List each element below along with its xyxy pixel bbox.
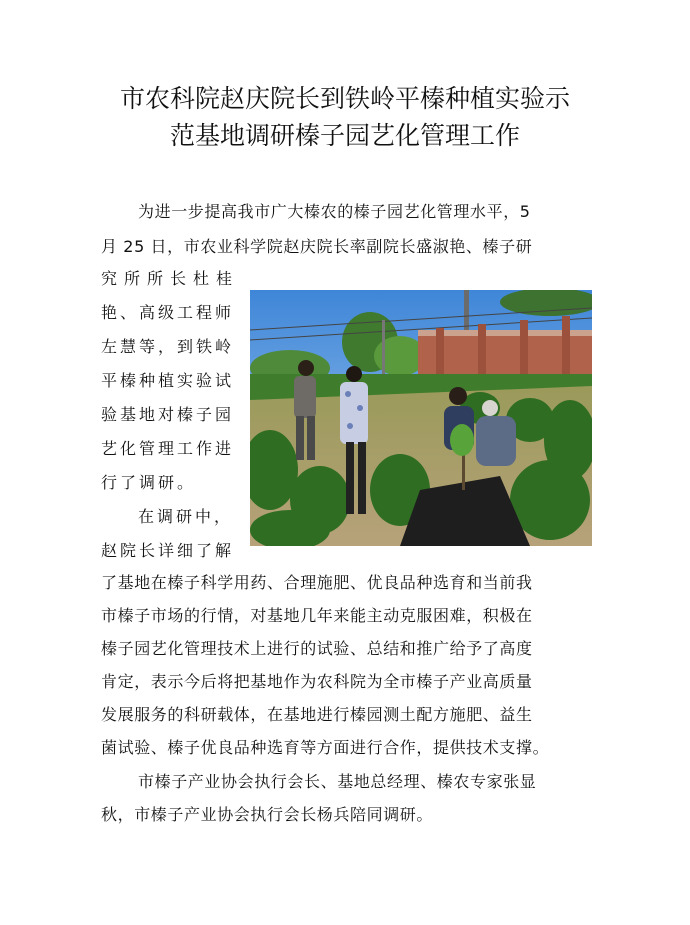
paragraph-1-line-6: 平榛种植实验试 [101, 371, 235, 390]
field-visit-photo [250, 290, 592, 546]
paragraph-2-line-8: 菌试验、榛子优良品种选育等方面进行合作，提供技术支撑。 [101, 738, 550, 757]
paragraph-1-line-2: 月 25 日，市农业科学院赵庆院长率副院长盛淑艳、榛子研 [101, 237, 533, 256]
paragraph-2-line-6: 肯定，表示今后将把基地作为农科院为全市榛子产业高质量 [101, 672, 533, 691]
paragraph-2-line-7: 发展服务的科研载体，在基地进行榛园测土配方施肥、益生 [101, 705, 533, 724]
paragraph-1-line-4: 艳、高级工程师 [101, 303, 235, 322]
paragraph-1-line-7: 验基地对榛子园 [101, 405, 235, 424]
paragraph-2-line-1: 在调研中， [138, 507, 234, 526]
title-line-1: 市农科院赵庆院长到铁岭平榛种植实验示 [119, 84, 570, 113]
paragraph-3-line-1: 市榛子产业协会执行会长、基地总经理、榛农专家张显 [138, 772, 537, 791]
paragraph-1-line-5: 左慧等，到铁岭 [101, 337, 235, 356]
paragraph-1-line-1: 为进一步提高我市广大榛农的榛子园艺化管理水平，5 [138, 202, 531, 221]
paragraph-1-line-9: 行了调研。 [101, 473, 197, 492]
paragraph-2-line-5: 榛子园艺化管理技术上进行的试验、总结和推广给予了高度 [101, 639, 533, 658]
paragraph-3-line-2: 秋，市榛子产业协会执行会长杨兵陪同调研。 [101, 805, 434, 824]
paragraph-2-line-3: 了基地在榛子科学用药、合理施肥、优良品种选育和当前我 [101, 573, 533, 592]
paragraph-2-line-4: 市榛子市场的行情，对基地几年来能主动克服困难，积极在 [101, 606, 533, 625]
article-title [40, 80, 650, 154]
paragraph-1-line-8: 艺化管理工作进 [101, 439, 235, 458]
paragraph-1-line-3 [101, 269, 239, 289]
paragraph-2-line-2: 赵院长详细了解 [101, 541, 235, 560]
line-text: 究所所长杜桂 [101, 269, 240, 288]
title-line-2: 范基地调研榛子园艺化管理工作 [169, 121, 520, 150]
